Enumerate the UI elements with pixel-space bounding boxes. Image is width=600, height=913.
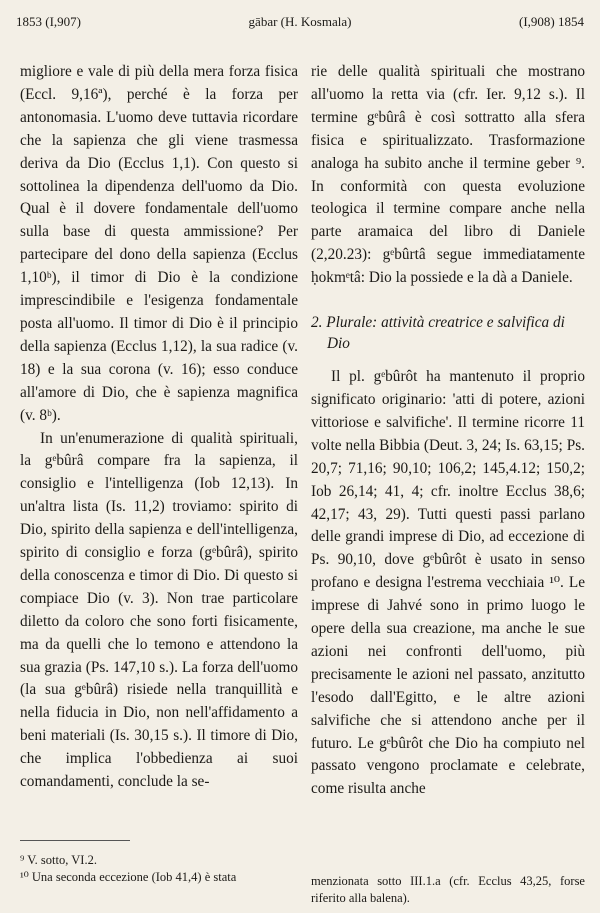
header-left-page-number: 1853 (I,907) xyxy=(16,14,81,29)
left-column xyxy=(20,61,298,794)
footnote-divider xyxy=(20,840,130,841)
right-column xyxy=(311,61,585,801)
right-paragraph-1: rie delle qualità spirituali che mostrano all'uomo la retta via (cfr. Ier. 9,12 s.). Il termine gᵉbûrâ è così sottratto alla sfera fisica e spiritualizzato. Trasformazione analoga ha subito anche il termine geber ⁹. In conformità con questa evoluzione teologica il termine compare anche nella parte aramaica del libro di Daniele (2,20.23): gᵉbûrtâ segue immediatamente ḥokmᵉtâ: Dio la possiede e la dà a Daniele. xyxy=(311,63,585,287)
header-title: gābar (H. Kosmala) xyxy=(248,14,352,29)
left-paragraph-1: migliore e vale di più della mera forza fisica (Eccl. 9,16ª), perché è la forza per antonomasia. L'uomo deve tuttavia ricordare che la sapienza che gli viene trasmessa deriva da Dio (Ecclus 1,1). Con questo si sottolinea la dipendenza dell'uomo da Dio. Qual è il dovere fondamentale dell'uomo sulla base di questa ammissione? Per partecipare del dono della sapienza (Ecclus 1,10ᵇ), il timor di Dio è la condizione imprescindibile e l'esigenza fondamentale posta all'uomo. Il timor di Dio è il principio della sapienza (Ecclus 1,12), la sua radice (v. 18) e la sua corona (v. 16); esso conduce all'amore di Dio, che è sapienza magnifica (v. 8ᵇ). xyxy=(20,63,298,424)
footnote-10: ¹⁰ Una seconda eccezione (Iob 41,4) è stata xyxy=(20,870,237,884)
footnote-10-continued: menzionata sotto III.1.a (cfr. Ecclus 43,25, forse riferito alla balena). xyxy=(311,874,585,905)
running-header xyxy=(16,14,584,34)
header-right-page-number: (I,908) 1854 xyxy=(519,14,584,29)
right-paragraph-2: Il pl. gᵉbûrôt ha mantenuto il proprio significato originario: 'atti di potere, azioni vittoriose e salvifiche'. Il termine ricorre 11 volte nella Bibbia (Deut. 3, 24; Is. 63,15; Ps. 20,7; 71,16; 90,10; 106,2; 145,4.12; 150,2; Iob 26,14; 41, 4; cfr. inoltre Ecclus 38,6; 42,17; 43, 29). Tutti questi passi parlano delle grandi imprese di Dio, ad eccezione di Ps. 90,10, dove gᵉbûrôt è usato in senso profano e designa l'estrema vecchiaia ¹⁰. Le imprese di Jahvé sono in primo luogo le opere della sua creazione, ma anche le sue azioni nei confronti dell'uomo, più precisamente le azioni nel passato, anzitutto l'esodo dall'Egitto, e le altre azioni salvifiche che si attendono anche per il futuro. Le gᵉbûrôt che Dio ha compiuto nel passato vengono proclamate e celebrate, come risulta anche xyxy=(311,368,585,798)
left-paragraph-2: In un'enumerazione di qualità spirituali, la gᵉbûrâ compare fra la sapienza, il consiglio e l'intelligenza (Iob 12,13). In un'altra lista (Is. 11,2) troviamo: spirito di Dio, spirito della sapienza e dell'intelligenza, spirito di consiglio e forza (gᵉbûrâ), spirito della conoscenza e timor di Dio. Di questo si compiace Dio (v. 3). Non trae particolare diletto da coloro che sono forti fisicamente, ma da quelli che lo temono e attendono la sua grazia (Ps. 147,10 s.). La forza dell'uomo (la sua gᵉbûrâ) risiede nella tranquillità e nella fiducia in Dio, non nell'affidamento a beni materiali (Is. 30,15 s.). Il timore di Dio, che implica l'obbedienza ai suoi comandamenti, conclude la se- xyxy=(20,429,298,791)
section-subheading: 2. Plurale: attività creatrice e salvifica di Dio xyxy=(311,314,565,353)
footnote-9: ⁹ V. sotto, VI.2. xyxy=(20,853,97,867)
